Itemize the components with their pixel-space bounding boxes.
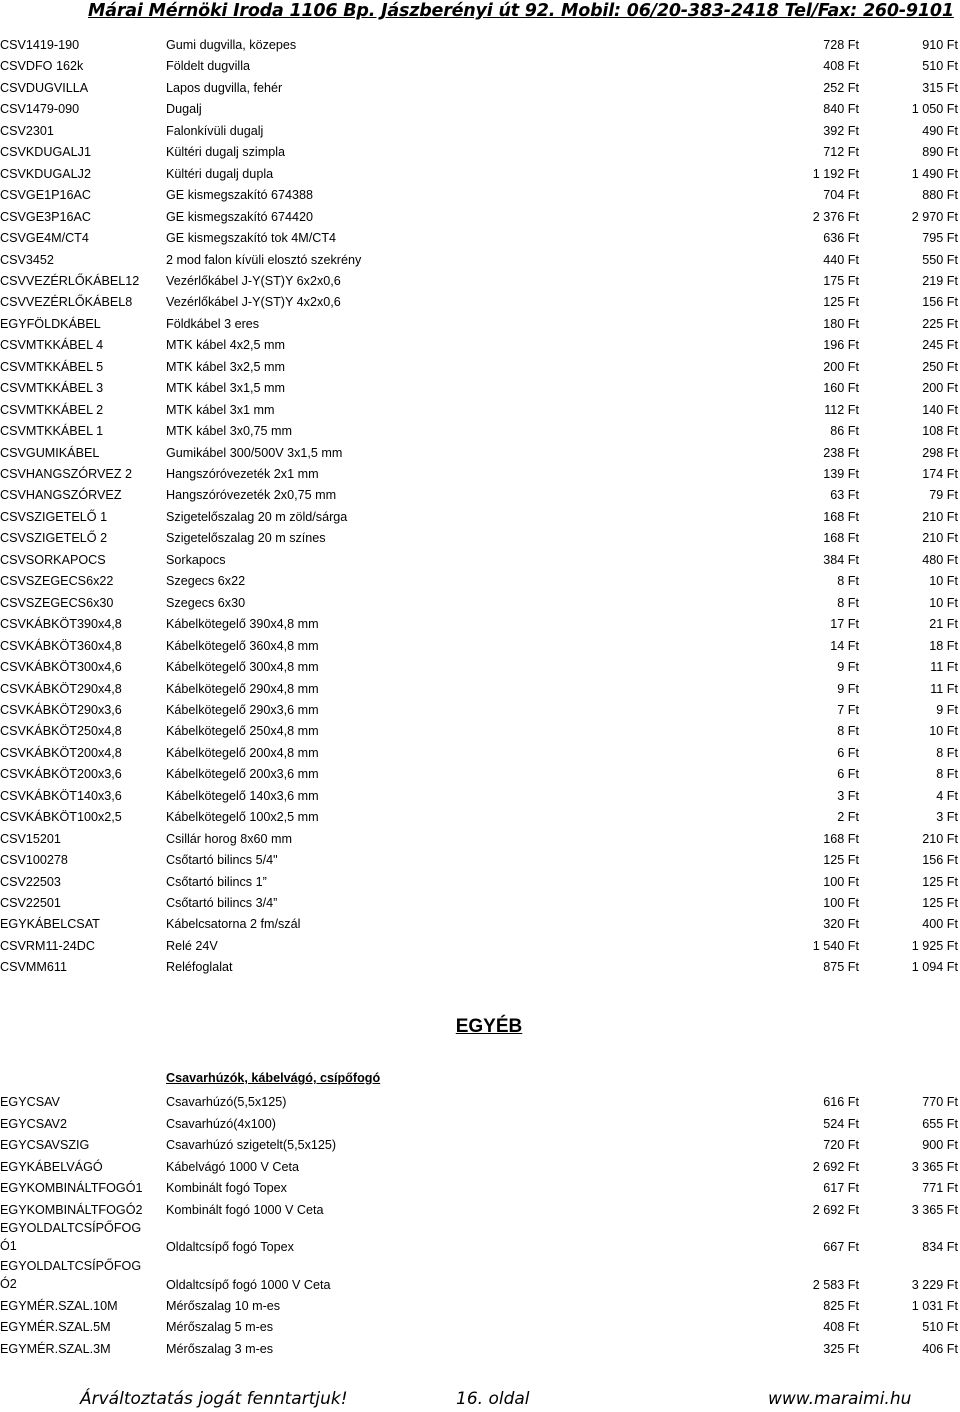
item-gross-price: 125 Ft — [922, 875, 958, 889]
item-code: CSVHANGSZÓRVEZ — [0, 488, 122, 502]
item-gross-price: 156 Ft — [922, 295, 958, 309]
page-header: Márai Mérnöki Iroda 1106 Bp. Jászberényi út 92. Mobil: 06/20-383-2418 Tel/Fax: 260-9101 — [0, 0, 960, 22]
section-title: EGYÉB — [455, 1016, 523, 1037]
item-gross-price: 510 Ft — [922, 1320, 958, 1334]
item-code: CSVMM611 — [0, 960, 67, 974]
item-code: CSVKDUGALJ2 — [0, 167, 91, 181]
item-name: Kültéri dugalj dupla — [166, 167, 274, 181]
item-net-price: 139 Ft — [823, 467, 859, 481]
item-code: CSVSZIGETELŐ 2 — [0, 531, 108, 545]
item-net-price: 2 692 Ft — [812, 1160, 859, 1174]
item-name: Gumikábel 300/500V 3x1,5 mm — [166, 446, 343, 460]
item-code — [0, 1257, 160, 1293]
item-net-price: 100 Ft — [823, 875, 859, 889]
item-code-line: EGYOLDALTCSÍPŐFOG — [0, 1259, 142, 1273]
item-code: CSVKÁBKÖT200x4,8 — [0, 746, 122, 760]
item-net-price: 1 192 Ft — [812, 167, 859, 181]
item-name: Csőtartó bilincs 3/4” — [166, 896, 278, 910]
item-name: Szegecs 6x22 — [166, 574, 246, 588]
item-code: CSVHANGSZÓRVEZ 2 — [0, 467, 133, 481]
item-net-price: 704 Ft — [823, 188, 859, 202]
item-name: Szegecs 6x30 — [166, 596, 246, 610]
item-code: CSV3452 — [0, 253, 54, 267]
table-row — [0, 400, 960, 420]
item-gross-price: 770 Ft — [922, 1095, 958, 1109]
item-code: CSVKÁBKÖT250x4,8 — [0, 724, 122, 738]
table-row — [0, 185, 960, 205]
item-net-price: 392 Ft — [823, 124, 859, 138]
table-row — [0, 786, 960, 806]
item-name: Kombinált fogó Topex — [166, 1181, 287, 1195]
item-net-price: 63 Ft — [830, 488, 859, 502]
item-gross-price: 1 094 Ft — [911, 960, 958, 974]
item-gross-price: 11 Ft — [930, 682, 958, 696]
item-gross-price: 1 050 Ft — [911, 102, 958, 116]
table-row — [0, 250, 960, 270]
item-name: Mérőszalag 5 m-es — [166, 1320, 274, 1334]
item-net-price: 168 Ft — [823, 531, 859, 545]
item-gross-price: 315 Ft — [922, 81, 958, 95]
item-name: Csőtartó bilincs 1” — [166, 875, 267, 889]
item-gross-price: 174 Ft — [922, 467, 958, 481]
item-name: MTK kábel 3x1 mm — [166, 403, 275, 417]
item-name: Csavarhúzó szigetelt(5,5x125) — [166, 1138, 337, 1152]
item-name: Kábelkötegelő 290x3,6 mm — [166, 703, 319, 717]
item-code: CSVGE1P16AC — [0, 188, 91, 202]
item-gross-price: 480 Ft — [922, 553, 958, 567]
item-gross-price: 771 Ft — [922, 1181, 958, 1195]
item-gross-price: 400 Ft — [922, 917, 958, 931]
item-code: CSVRM11-24DC — [0, 939, 95, 953]
item-net-price: 384 Ft — [823, 553, 859, 567]
item-code: EGYCSAVSZIG — [0, 1138, 90, 1152]
price-change-note: Árváltoztatás jogát fenntartjuk! — [80, 1389, 348, 1409]
item-gross-price: 10 Ft — [929, 596, 958, 610]
table-row — [0, 700, 960, 720]
item-net-price: 408 Ft — [823, 1320, 859, 1334]
item-code: EGYCSAV2 — [0, 1117, 67, 1131]
table-row — [0, 228, 960, 248]
item-name: GE kismegszakító 674420 — [166, 210, 314, 224]
item-code: EGYKOMBINÁLTFOGÓ1 — [0, 1181, 143, 1195]
item-gross-price: 3 365 Ft — [911, 1203, 958, 1217]
item-gross-price: 490 Ft — [922, 124, 958, 138]
item-name: Kültéri dugalj szimpla — [166, 145, 285, 159]
item-gross-price: 156 Ft — [922, 853, 958, 867]
item-net-price: 617 Ft — [823, 1181, 859, 1195]
item-code: CSV100278 — [0, 853, 68, 867]
item-net-price: 667 Ft — [823, 1240, 859, 1254]
table-row — [0, 357, 960, 377]
table-row — [0, 893, 960, 913]
item-gross-price: 250 Ft — [922, 360, 958, 374]
table-row — [0, 1257, 960, 1295]
item-net-price: 14 Ft — [830, 639, 859, 653]
item-name: Csavarhúzó(5,5x125) — [166, 1095, 287, 1109]
item-gross-price: 8 Ft — [936, 746, 958, 760]
item-net-price: 1 540 Ft — [812, 939, 859, 953]
item-net-price: 2 583 Ft — [812, 1278, 859, 1292]
item-code: CSVDUGVILLA — [0, 81, 89, 95]
item-net-price: 160 Ft — [823, 381, 859, 395]
item-code: CSVKÁBKÖT360x4,8 — [0, 639, 122, 653]
table-row — [0, 464, 960, 484]
item-gross-price: 655 Ft — [922, 1117, 958, 1131]
item-net-price: 8 Ft — [837, 724, 859, 738]
item-name: Csőtartó bilincs 5/4" — [166, 853, 278, 867]
item-net-price: 196 Ft — [823, 338, 859, 352]
item-name: Sorkapocs — [166, 553, 226, 567]
item-gross-price: 3 229 Ft — [911, 1278, 958, 1292]
item-net-price: 2 Ft — [837, 810, 859, 824]
item-gross-price: 9 Ft — [936, 703, 958, 717]
item-name: Gumi dugvilla, közepes — [166, 38, 297, 52]
page-number: 16. oldal — [456, 1389, 530, 1409]
table-row — [0, 421, 960, 441]
item-gross-price: 880 Ft — [922, 188, 958, 202]
table-row — [0, 1200, 960, 1220]
item-net-price: 875 Ft — [823, 960, 859, 974]
item-gross-price: 910 Ft — [922, 38, 958, 52]
item-name: Relé 24V — [166, 939, 218, 953]
table-row — [0, 721, 960, 741]
item-gross-price: 4 Ft — [936, 789, 958, 803]
item-code: CSVVEZÉRLŐKÁBEL8 — [0, 295, 133, 309]
table-row — [0, 764, 960, 784]
item-code: EGYKOMBINÁLTFOGÓ2 — [0, 1203, 143, 1217]
item-gross-price: 890 Ft — [922, 145, 958, 159]
item-name: MTK kábel 3x1,5 mm — [166, 381, 285, 395]
table-row — [0, 679, 960, 699]
item-gross-price: 3 Ft — [936, 810, 958, 824]
item-code-line: Ó2 — [0, 1277, 17, 1291]
item-code: CSVMTKKÁBEL 4 — [0, 338, 104, 352]
item-name: 2 mod falon kívüli elosztó szekrény — [166, 253, 362, 267]
item-code: CSV1479-090 — [0, 102, 80, 116]
item-gross-price: 125 Ft — [922, 896, 958, 910]
item-net-price: 9 Ft — [837, 682, 859, 696]
item-net-price: 524 Ft — [823, 1117, 859, 1131]
item-gross-price: 200 Ft — [922, 381, 958, 395]
item-name: MTK kábel 3x2,5 mm — [166, 360, 285, 374]
item-name: Oldaltcsípő fogó Topex — [166, 1240, 294, 1254]
table-row — [0, 314, 960, 334]
item-code: CSV15201 — [0, 832, 61, 846]
item-code: CSVSZEGECS6x30 — [0, 596, 114, 610]
item-gross-price: 2 970 Ft — [911, 210, 958, 224]
item-code: EGYMÉR.SZAL.10M — [0, 1299, 118, 1313]
item-net-price: 636 Ft — [823, 231, 859, 245]
item-name: Kábelkötegelő 200x3,6 mm — [166, 767, 319, 781]
item-code: EGYFÖLDKÁBEL — [0, 317, 101, 331]
table-row — [0, 593, 960, 613]
table-row — [0, 35, 960, 55]
item-name: Kábelkötegelő 390x4,8 mm — [166, 617, 319, 631]
item-code: CSV22503 — [0, 875, 61, 889]
item-net-price: 728 Ft — [823, 38, 859, 52]
item-name: Vezérlőkábel J-Y(ST)Y 6x2x0,6 — [166, 274, 341, 288]
item-code: EGYKÁBELVÁGÓ — [0, 1160, 103, 1174]
table-row — [0, 636, 960, 656]
item-name: Kábelcsatorna 2 fm/szál — [166, 917, 301, 931]
item-code — [0, 1219, 160, 1255]
table-row — [0, 1157, 960, 1177]
item-net-price: 6 Ft — [837, 746, 859, 760]
table-row — [0, 142, 960, 162]
item-gross-price: 900 Ft — [922, 1138, 958, 1152]
table-row — [0, 271, 960, 291]
item-name: Kábelkötegelő 290x4,8 mm — [166, 682, 319, 696]
item-net-price: 252 Ft — [823, 81, 859, 95]
item-gross-price: 3 365 Ft — [911, 1160, 958, 1174]
item-net-price: 180 Ft — [823, 317, 859, 331]
item-name: Földkábel 3 eres — [166, 317, 260, 331]
item-name: Lapos dugvilla, fehér — [166, 81, 283, 95]
table-row — [0, 829, 960, 849]
item-code: CSVKÁBKÖT100x2,5 — [0, 810, 122, 824]
item-code: CSVVEZÉRLŐKÁBEL12 — [0, 274, 140, 288]
item-name: Hangszóróvezeték 2x1 mm — [166, 467, 319, 481]
table-row — [0, 164, 960, 184]
item-gross-price: 21 Ft — [929, 617, 958, 631]
item-code-line: EGYOLDALTCSÍPŐFOG — [0, 1221, 142, 1235]
item-code: CSVDFO 162k — [0, 59, 84, 73]
table-row — [0, 378, 960, 398]
item-gross-price: 8 Ft — [936, 767, 958, 781]
item-name: MTK kábel 3x0,75 mm — [166, 424, 292, 438]
table-row — [0, 1114, 960, 1134]
item-name: Kábelkötegelő 250x4,8 mm — [166, 724, 319, 738]
item-name: Reléfoglalat — [166, 960, 233, 974]
item-code: CSVMTKKÁBEL 2 — [0, 403, 104, 417]
table-row — [0, 850, 960, 870]
item-name: Mérőszalag 3 m-es — [166, 1342, 274, 1356]
item-name: Szigetelőszalag 20 m zöld/sárga — [166, 510, 348, 524]
table-row — [0, 56, 960, 76]
item-code: CSV1419-190 — [0, 38, 80, 52]
item-name: Dugalj — [166, 102, 202, 116]
table-row — [0, 1339, 960, 1359]
item-code: CSV22501 — [0, 896, 61, 910]
item-code: CSVKÁBKÖT390x4,8 — [0, 617, 122, 631]
item-gross-price: 1 031 Ft — [911, 1299, 958, 1313]
item-code: CSVSORKAPOCS — [0, 553, 106, 567]
item-code: CSVMTKKÁBEL 1 — [0, 424, 104, 438]
item-name: GE kismegszakító 674388 — [166, 188, 314, 202]
item-name: Földelt dugvilla — [166, 59, 251, 73]
item-name: GE kismegszakító tok 4M/CT4 — [166, 231, 337, 245]
table-row — [0, 528, 960, 548]
item-name: Oldaltcsípő fogó 1000 V Ceta — [166, 1278, 331, 1292]
item-gross-price: 18 Ft — [929, 639, 958, 653]
table-row — [0, 1296, 960, 1316]
item-name: MTK kábel 4x2,5 mm — [166, 338, 285, 352]
item-code: CSVSZEGECS6x22 — [0, 574, 114, 588]
table-row — [0, 78, 960, 98]
item-code: CSVKÁBKÖT200x3,6 — [0, 767, 122, 781]
table-row — [0, 914, 960, 934]
item-net-price: 325 Ft — [823, 1342, 859, 1356]
item-name: Kábelkötegelő 360x4,8 mm — [166, 639, 319, 653]
item-gross-price: 795 Ft — [922, 231, 958, 245]
item-gross-price: 834 Ft — [922, 1240, 958, 1254]
page-footer — [0, 1386, 960, 1412]
item-net-price: 720 Ft — [823, 1138, 859, 1152]
item-net-price: 3 Ft — [837, 789, 859, 803]
item-name: Csavarhúzó(4x100) — [166, 1117, 276, 1131]
item-gross-price: 510 Ft — [922, 59, 958, 73]
item-net-price: 125 Ft — [823, 295, 859, 309]
item-code: CSVKÁBKÖT290x3,6 — [0, 703, 122, 717]
item-net-price: 238 Ft — [823, 446, 859, 460]
item-code: CSVGE4M/CT4 — [0, 231, 89, 245]
table-row — [0, 1219, 960, 1257]
table-row — [0, 121, 960, 141]
item-net-price: 175 Ft — [823, 274, 859, 288]
table-row — [0, 443, 960, 463]
item-net-price: 7 Ft — [837, 703, 859, 717]
item-code: CSVSZIGETELŐ 1 — [0, 510, 108, 524]
item-name: Csillár horog 8x60 mm — [166, 832, 292, 846]
subsection-title: Csavarhúzók, kábelvágó, csípőfogó — [166, 1071, 381, 1085]
item-name: Kábelkötegelő 100x2,5 mm — [166, 810, 319, 824]
table-row — [0, 614, 960, 634]
item-code: CSVKÁBKÖT140x3,6 — [0, 789, 122, 803]
table-row — [0, 1317, 960, 1337]
item-net-price: 17 Ft — [830, 617, 859, 631]
item-gross-price: 79 Ft — [929, 488, 958, 502]
item-gross-price: 10 Ft — [929, 724, 958, 738]
item-code: CSVGE3P16AC — [0, 210, 91, 224]
item-name: Vezérlőkábel J-Y(ST)Y 4x2x0,6 — [166, 295, 341, 309]
item-gross-price: 406 Ft — [922, 1342, 958, 1356]
item-net-price: 200 Ft — [823, 360, 859, 374]
item-net-price: 616 Ft — [823, 1095, 859, 1109]
table-row — [0, 872, 960, 892]
item-code: EGYMÉR.SZAL.5M — [0, 1320, 111, 1334]
item-code: CSV2301 — [0, 124, 54, 138]
item-code: EGYMÉR.SZAL.3M — [0, 1342, 111, 1356]
item-code: EGYCSAV — [0, 1095, 60, 1109]
item-net-price: 440 Ft — [823, 253, 859, 267]
item-net-price: 712 Ft — [823, 145, 859, 159]
website-link[interactable]: www.maraimi.hu — [768, 1389, 912, 1409]
item-net-price: 320 Ft — [823, 917, 859, 931]
item-net-price: 8 Ft — [837, 574, 859, 588]
table-row — [0, 292, 960, 312]
item-gross-price: 225 Ft — [922, 317, 958, 331]
item-gross-price: 1 925 Ft — [911, 939, 958, 953]
table-row — [0, 507, 960, 527]
item-gross-price: 210 Ft — [922, 832, 958, 846]
item-code-line: Ó1 — [0, 1239, 17, 1253]
table-row — [0, 99, 960, 119]
item-name: Hangszóróvezeték 2x0,75 mm — [166, 488, 337, 502]
item-name: Kombinált fogó 1000 V Ceta — [166, 1203, 324, 1217]
item-code: CSVMTKKÁBEL 5 — [0, 360, 104, 374]
item-code: CSVKÁBKÖT290x4,8 — [0, 682, 122, 696]
item-net-price: 2 376 Ft — [812, 210, 859, 224]
item-code: CSVKDUGALJ1 — [0, 145, 91, 159]
item-net-price: 408 Ft — [823, 59, 859, 73]
item-name: Kábelkötegelő 140x3,6 mm — [166, 789, 319, 803]
item-net-price: 86 Ft — [830, 424, 859, 438]
item-net-price: 168 Ft — [823, 510, 859, 524]
item-net-price: 112 Ft — [824, 403, 859, 417]
table-row — [0, 936, 960, 956]
item-net-price: 2 692 Ft — [812, 1203, 859, 1217]
item-gross-price: 219 Ft — [922, 274, 958, 288]
item-gross-price: 210 Ft — [922, 510, 958, 524]
item-gross-price: 298 Ft — [922, 446, 958, 460]
table-row — [0, 807, 960, 827]
table-row — [0, 1178, 960, 1198]
item-gross-price: 550 Ft — [922, 253, 958, 267]
table-row — [0, 335, 960, 355]
item-gross-price: 210 Ft — [922, 531, 958, 545]
item-code: EGYKÁBELCSAT — [0, 917, 100, 931]
item-gross-price: 10 Ft — [929, 574, 958, 588]
item-gross-price: 11 Ft — [930, 660, 958, 674]
table-row — [0, 571, 960, 591]
table-row — [0, 957, 960, 977]
table-row — [0, 1135, 960, 1155]
item-gross-price: 108 Ft — [922, 424, 958, 438]
item-net-price: 825 Ft — [823, 1299, 859, 1313]
item-code: CSVKÁBKÖT300x4,6 — [0, 660, 122, 674]
item-name: Mérőszalag 10 m-es — [166, 1299, 281, 1313]
item-gross-price: 1 490 Ft — [911, 167, 958, 181]
item-gross-price: 245 Ft — [922, 338, 958, 352]
item-name: Kábelvágó 1000 V Ceta — [166, 1160, 300, 1174]
item-name: Szigetelőszalag 20 m színes — [166, 531, 326, 545]
item-name: Falonkívüli dugalj — [166, 124, 264, 138]
item-gross-price: 140 Ft — [922, 403, 958, 417]
item-name: Kábelkötegelő 300x4,8 mm — [166, 660, 319, 674]
item-net-price: 125 Ft — [823, 853, 859, 867]
table-row — [0, 550, 960, 570]
item-net-price: 8 Ft — [837, 596, 859, 610]
table-row — [0, 1092, 960, 1112]
item-net-price: 100 Ft — [823, 896, 859, 910]
item-code: CSVGUMIKÁBEL — [0, 446, 100, 460]
item-net-price: 840 Ft — [823, 102, 859, 116]
table-row — [0, 743, 960, 763]
item-net-price: 168 Ft — [823, 832, 859, 846]
table-row — [0, 657, 960, 677]
item-code: CSVMTKKÁBEL 3 — [0, 381, 104, 395]
table-row — [0, 207, 960, 227]
item-name: Kábelkötegelő 200x4,8 mm — [166, 746, 319, 760]
item-net-price: 9 Ft — [837, 660, 859, 674]
table-row — [0, 485, 960, 505]
item-net-price: 6 Ft — [837, 767, 859, 781]
